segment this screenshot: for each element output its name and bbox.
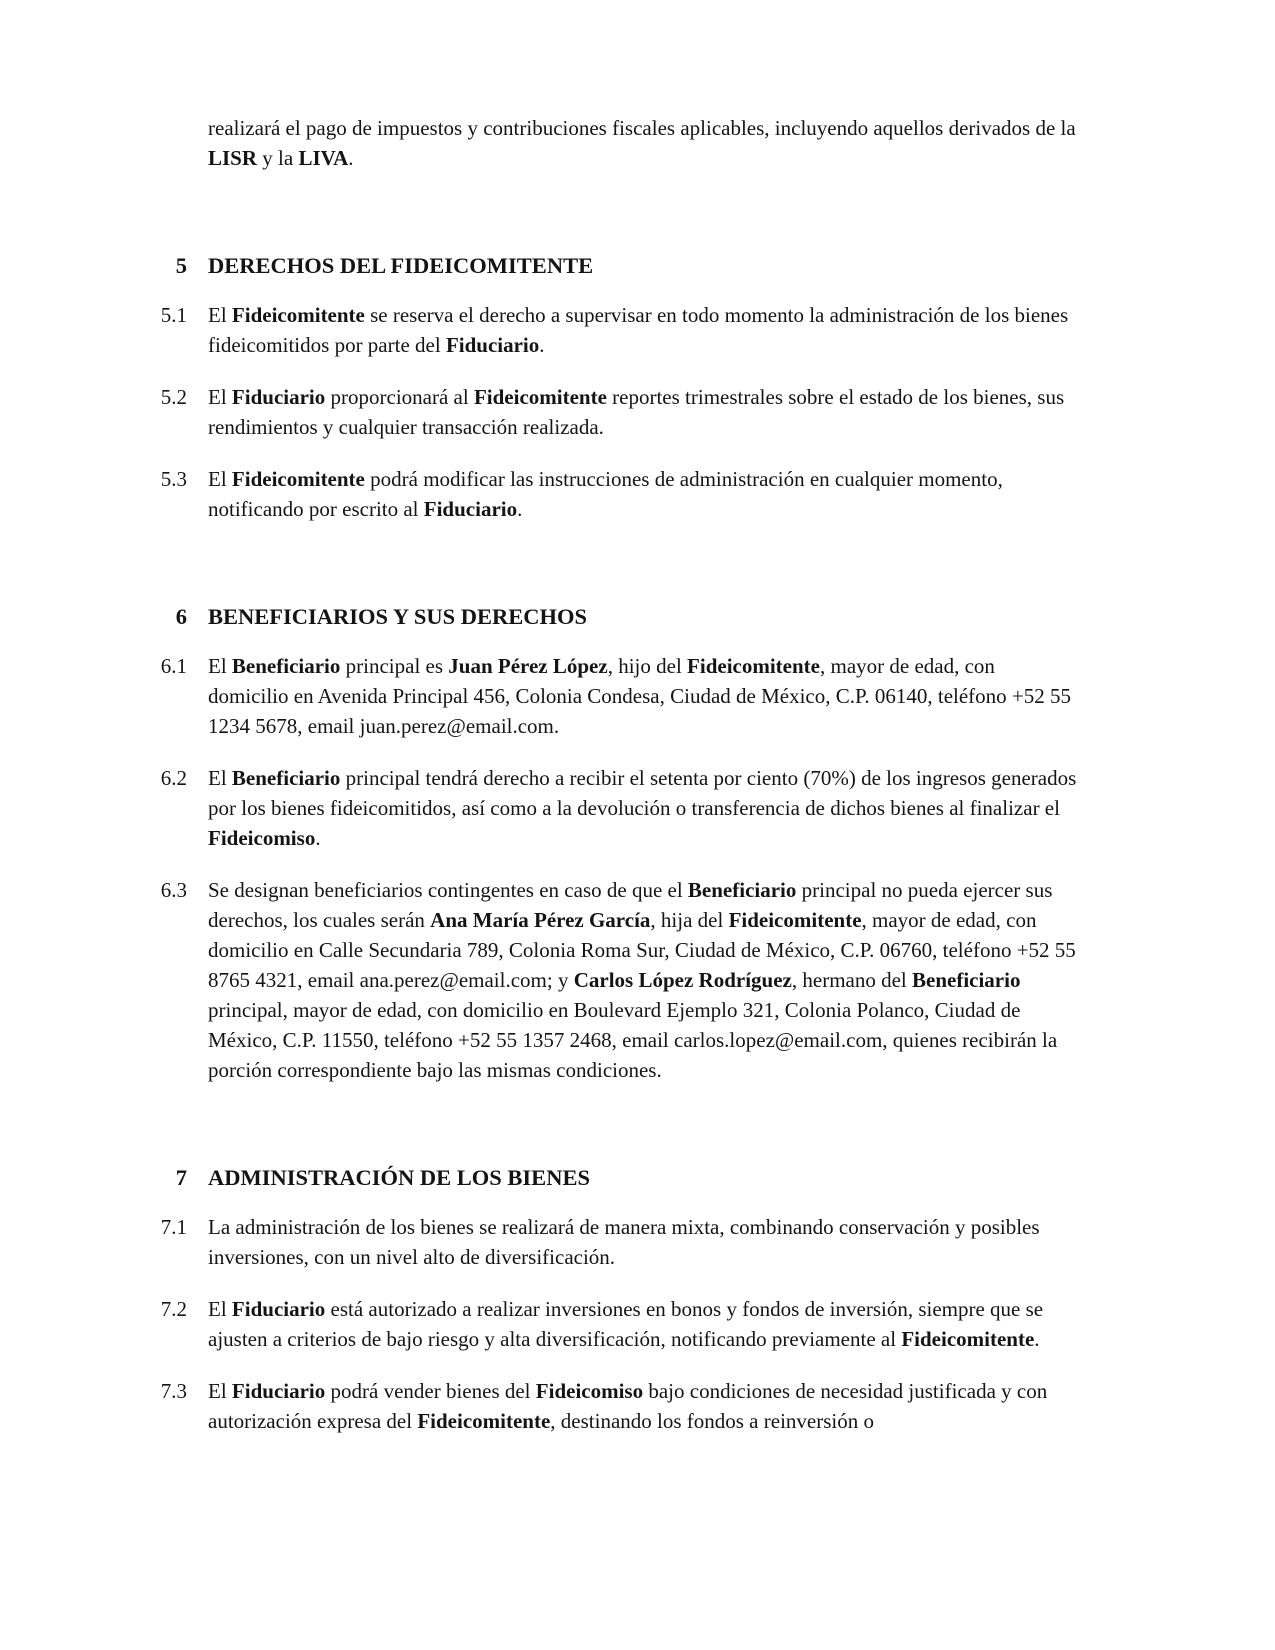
clause-text: El Fiduciario proporcionará al Fideicomitente reportes trimestrales sobre el estado de los bienes, sus rendimientos y cualquier transacción realizada.	[208, 385, 1065, 439]
section-number: 6	[175, 604, 187, 629]
section-heading	[141, 250, 1080, 281]
clause-number: 5.2	[160, 385, 187, 409]
clause-number	[141, 113, 187, 173]
clause-number: 6.2	[160, 766, 187, 790]
clause-text: El Beneficiario principal tendrá derecho a recibir el setenta por ciento (70%) de los ingresos generados por los bienes fideicomitidos, así como a la devolución o transferencia de dichos bienes al finalizar el Fideicomiso.	[208, 766, 1077, 850]
numbered-clause	[141, 763, 1080, 853]
section-heading	[141, 601, 1080, 632]
clause-text: realizará el pago de impuestos y contribuciones fiscales aplicables, incluyendo aquellos derivados de la LISR y la LIVA.	[208, 116, 1076, 170]
section-title: DERECHOS DEL FIDEICOMITENTE	[208, 253, 594, 278]
clause-number: 5.1	[160, 303, 187, 327]
section-number: 7	[175, 1165, 187, 1190]
clause-number: 6.1	[160, 654, 187, 678]
numbered-clause	[141, 1212, 1080, 1272]
numbered-clause	[141, 113, 1080, 173]
clause-number: 7.1	[160, 1215, 187, 1239]
numbered-clause	[141, 300, 1080, 360]
clause-text: El Beneficiario principal es Juan Pérez López, hijo del Fideicomitente, mayor de edad, con domicilio en Avenida Principal 456, Colonia Condesa, Ciudad de México, C.P. 06140, teléfono +52 55 1234 5678, email juan.perez@email.com.	[208, 654, 1072, 738]
document-content	[141, 113, 1080, 1458]
clause-text: El Fideicomitente se reserva el derecho a supervisar en todo momento la administración de los bienes fideicomitidos por parte del Fiduciario.	[208, 303, 1069, 357]
numbered-clause	[141, 875, 1080, 1085]
clause-text: El Fiduciario podrá vender bienes del Fideicomiso bajo condiciones de necesidad justificada y con autorización expresa del Fideicomitente, destinando los fondos a reinversión o	[208, 1379, 1048, 1433]
numbered-clause	[141, 464, 1080, 524]
clause-number: 7.2	[160, 1297, 187, 1321]
clause-text: El Fideicomitente podrá modificar las instrucciones de administración en cualquier momento, notificando por escrito al Fiduciario.	[208, 467, 1003, 521]
section-title: BENEFICIARIOS Y SUS DERECHOS	[208, 604, 588, 629]
clause-number: 7.3	[160, 1379, 187, 1403]
section-heading	[141, 1162, 1080, 1193]
clause-number: 6.3	[160, 878, 187, 902]
numbered-clause	[141, 382, 1080, 442]
clause-text: La administración de los bienes se realizará de manera mixta, combinando conservación y posibles inversiones, con un nivel alto de diversificación.	[208, 1215, 1040, 1269]
numbered-clause	[141, 1376, 1080, 1436]
numbered-clause	[141, 1294, 1080, 1354]
section-number: 5	[175, 253, 187, 278]
clause-text: Se designan beneficiarios contingentes en caso de que el Beneficiario principal no pueda ejercer sus derechos, los cuales serán Ana María Pérez García, hija del Fideicomitente, mayor de edad, con domicilio en Calle Secundaria 789, Colonia Roma Sur, Ciudad de México, C.P. 06760, teléfono +52 55 8765 4321, email ana.perez@email.com; y Carlos López Rodríguez, hermano del Beneficiario principal, mayor de edad, con domicilio en Boulevard Ejemplo 321, Colonia Polanco, Ciudad de México, C.P. 11550, teléfono +52 55 1357 2468, email carlos.lopez@email.com, quienes recibirán la porción correspondiente bajo las mismas condiciones.	[208, 878, 1076, 1082]
section-title: ADMINISTRACIÓN DE LOS BIENES	[208, 1165, 590, 1190]
numbered-clause	[141, 651, 1080, 741]
clause-number: 5.3	[160, 467, 187, 491]
clause-text: El Fiduciario está autorizado a realizar inversiones en bonos y fondos de inversión, siempre que se ajusten a criterios de bajo riesgo y alta diversificación, notificando previamente al Fideicomitente.	[208, 1297, 1044, 1351]
